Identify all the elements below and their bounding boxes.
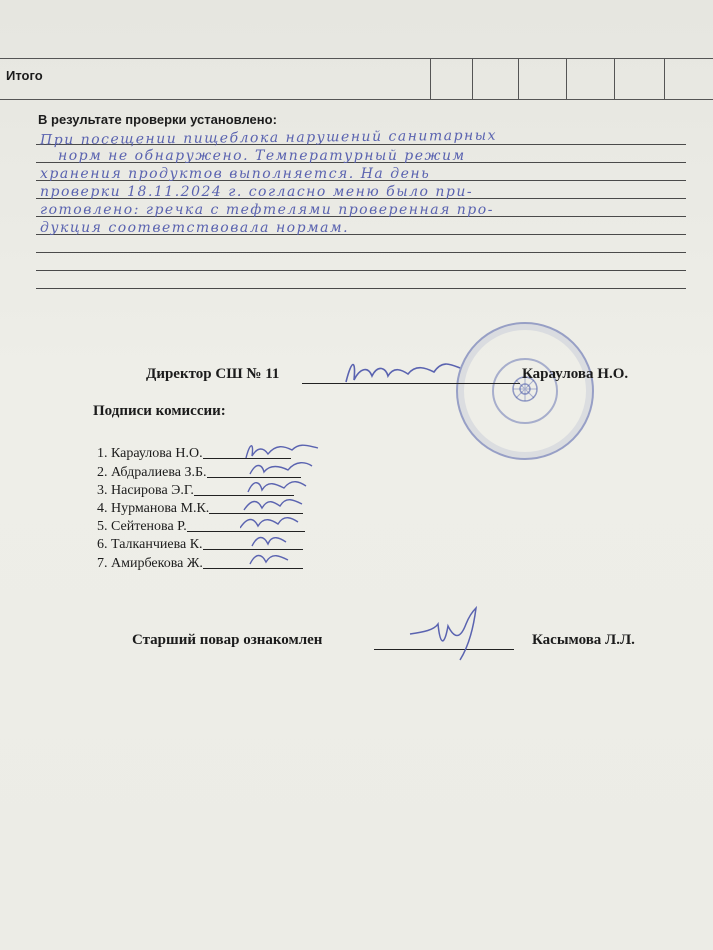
member-name: 6. Талканчиева К. [97, 537, 203, 552]
official-stamp [456, 322, 594, 460]
ruled-line [36, 270, 686, 271]
result-heading: В результате проверки установлено: [38, 112, 277, 127]
member-name: 4. Нурманова М.К. [97, 501, 210, 516]
total-label: Итого [6, 68, 43, 83]
member-name: 5. Сейтенова Р. [97, 519, 187, 534]
handwritten-line: При посещении пищеблока нарушений санитарных [39, 127, 498, 149]
member-name: 1. Караулова Н.О. [97, 446, 203, 461]
handwritten-line: готовлено: гречка с тефтелями проверенная про- [40, 202, 494, 218]
commission-title: Подписи комиссии: [93, 403, 226, 419]
director-signature-block [146, 366, 629, 383]
handwritten-line: хранения продуктов выполняется. На день [40, 166, 431, 182]
commission-signatures-icon [240, 438, 330, 578]
table-divider [664, 59, 665, 99]
member-name: 3. Насирова Э.Г. [97, 483, 194, 498]
handwritten-line: проверки 18.11.2024 г. согласно меню было при- [40, 184, 474, 200]
table-divider [614, 59, 615, 99]
ruled-line [36, 252, 686, 253]
findings-ruled-area [36, 128, 686, 293]
handwritten-line: дукция соответствовала нормам. [40, 220, 350, 236]
director-signature-icon [338, 354, 468, 388]
member-name: 7. Амирбекова Ж. [97, 556, 203, 571]
director-name: Караулова Н.О. [522, 366, 629, 382]
table-divider [518, 59, 519, 99]
table-divider [430, 59, 431, 99]
ruled-line [36, 288, 686, 289]
handwritten-line: норм не обнаружено. Температурный режим [58, 148, 466, 164]
total-row [0, 58, 713, 100]
cook-name: Касымова Л.Л. [532, 632, 635, 648]
table-divider [566, 59, 567, 99]
cook-signature-icon [404, 604, 494, 664]
cook-acknowledgement [132, 632, 635, 649]
cook-title: Старший повар ознакомлен [132, 632, 323, 648]
table-divider [472, 59, 473, 99]
member-name: 2. Абдралиева З.Б. [97, 465, 207, 480]
director-title: Директор СШ № 11 [146, 366, 280, 382]
